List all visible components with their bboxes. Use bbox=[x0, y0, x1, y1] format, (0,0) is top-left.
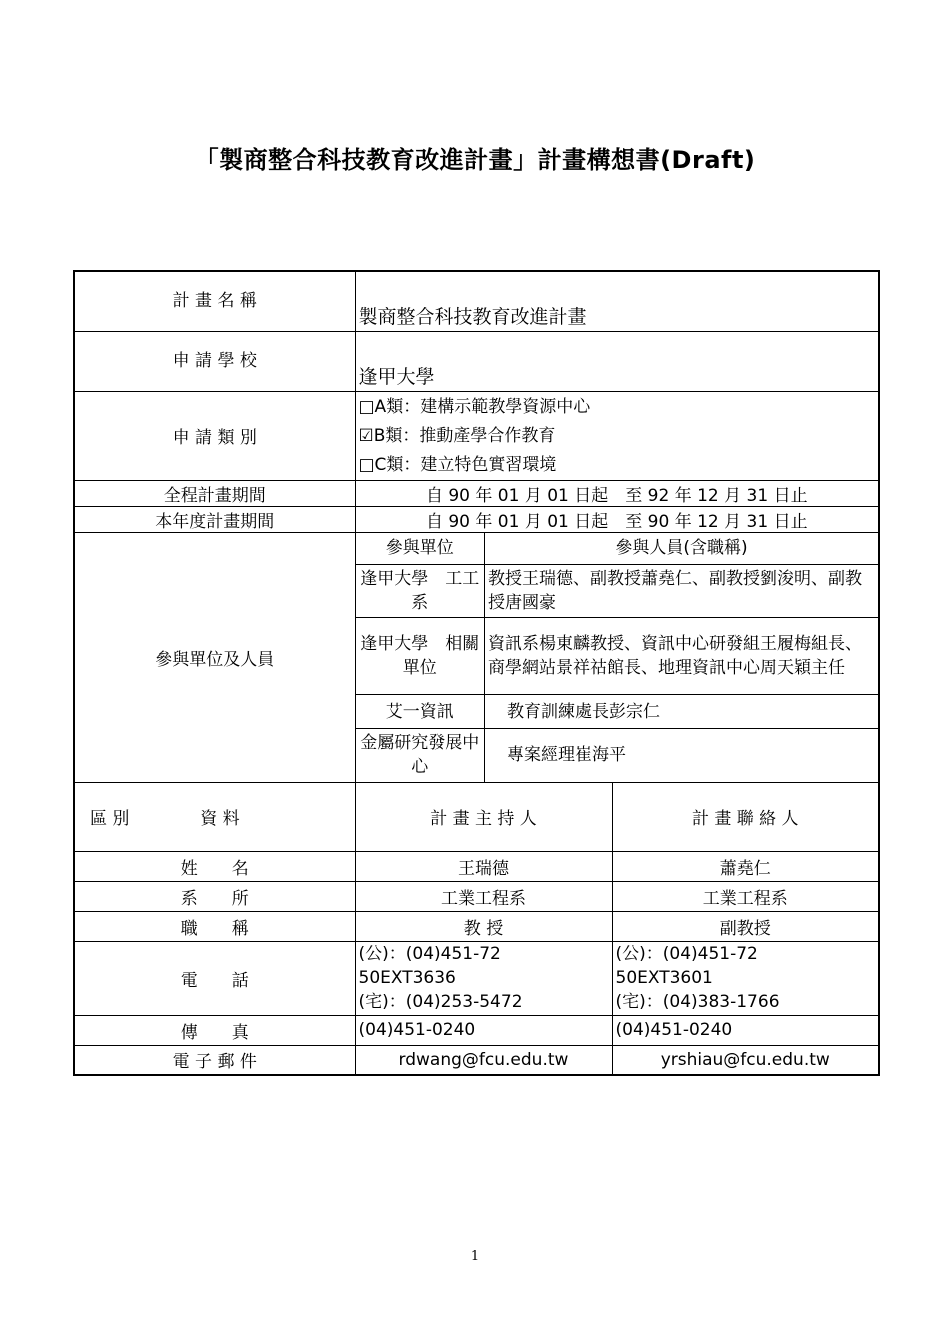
category-option-b[interactable]: ☑B類：推動產學合作教育 bbox=[358, 425, 556, 446]
host-email: rdwang@fcu.edu.tw bbox=[355, 1045, 612, 1075]
category-option-a[interactable]: □A類：建構示範教學資源中心 bbox=[358, 396, 591, 417]
contact-label: 系 所 bbox=[74, 881, 355, 911]
contacts-header-data: 資 料 bbox=[200, 809, 240, 829]
host-value: 工業工程系 bbox=[355, 881, 612, 911]
email-label: 電 子 郵 件 bbox=[74, 1045, 355, 1075]
participants-cell bbox=[355, 532, 879, 782]
row-participants bbox=[74, 532, 879, 782]
year-period-label: 本年度計畫期間 bbox=[74, 506, 355, 532]
participant-unit: 艾一資訊 bbox=[356, 695, 485, 729]
plan-name-value: 製商整合科技教育改進計畫 bbox=[355, 271, 879, 331]
host-fax: (04)451-0240 bbox=[355, 1015, 612, 1045]
contact-value: 工業工程系 bbox=[612, 881, 879, 911]
contact-row-department bbox=[74, 881, 879, 911]
participants-header-unit: 參與單位 bbox=[356, 533, 485, 565]
category-option-c[interactable]: □C類：建立特色實習環境 bbox=[358, 454, 557, 475]
contact-fax: (04)451-0240 bbox=[612, 1015, 879, 1045]
participant-row bbox=[356, 565, 879, 618]
school-label: 申 請 學 校 bbox=[74, 331, 355, 391]
proposal-table bbox=[73, 270, 880, 1076]
participant-people: 教授王瑞德、副教授蕭堯仁、副教授劉浚明、副教授唐國豪 bbox=[485, 565, 879, 618]
contact-email: yrshiau@fcu.edu.tw bbox=[612, 1045, 879, 1075]
document-title: 「製商整合科技教育改進計畫」計畫構想書(Draft) bbox=[194, 146, 756, 174]
row-full-period bbox=[74, 480, 879, 506]
participant-unit: 金屬研究發展中心 bbox=[356, 729, 485, 782]
fax-label: 傳 真 bbox=[74, 1015, 355, 1045]
participant-unit: 逢甲大學 工工系 bbox=[356, 565, 485, 618]
participant-people: 專案經理崔海平 bbox=[485, 729, 879, 782]
contact-row-title bbox=[74, 911, 879, 941]
contact-phone-home: (宅)：(04)383-1766 bbox=[615, 992, 780, 1012]
participant-people: 教育訓練處長彭宗仁 bbox=[485, 695, 879, 729]
school-value: 逢甲大學 bbox=[355, 331, 879, 391]
host-value: 教 授 bbox=[355, 911, 612, 941]
participant-row bbox=[356, 618, 879, 695]
row-year-period bbox=[74, 506, 879, 532]
participant-people: 資訊系楊東麟教授、資訊中心研發組王履梅組長、商學網站景祥祜館長、地理資訊中心周天穎主任 bbox=[485, 618, 879, 695]
participants-header-people: 參與人員(含職稱) bbox=[485, 533, 879, 565]
participant-row bbox=[356, 729, 879, 782]
participants-label: 參與單位及人員 bbox=[74, 532, 355, 782]
host-phone-office: (公)：(04)451-7250EXT3636 bbox=[358, 944, 501, 988]
contact-row-fax bbox=[74, 1015, 879, 1045]
contacts-header-host: 計 畫 主 持 人 bbox=[355, 782, 612, 851]
contact-row-email bbox=[74, 1045, 879, 1075]
category-options bbox=[355, 391, 879, 480]
contact-value: 蕭堯仁 bbox=[612, 851, 879, 881]
contact-label: 姓 名 bbox=[74, 851, 355, 881]
contact-phone-office: (公)：(04)451-7250EXT3601 bbox=[615, 944, 758, 988]
contacts-header-left bbox=[74, 782, 355, 851]
contact-row-phone bbox=[74, 941, 879, 1015]
row-plan-name bbox=[74, 271, 879, 331]
page-number: 1 bbox=[470, 1249, 480, 1264]
full-period-value: 自 90 年 01 月 01 日起 至 92 年 12 月 31 日止 bbox=[355, 480, 879, 506]
participant-row bbox=[356, 695, 879, 729]
full-period-label: 全程計畫期間 bbox=[74, 480, 355, 506]
contacts-header-contact: 計 畫 聯 絡 人 bbox=[612, 782, 879, 851]
host-phone-home: (宅)：(04)253-5472 bbox=[358, 992, 523, 1012]
contact-phone bbox=[612, 941, 879, 1015]
category-label: 申 請 類 別 bbox=[74, 391, 355, 480]
year-period-value: 自 90 年 01 月 01 日起 至 90 年 12 月 31 日止 bbox=[355, 506, 879, 532]
row-contacts-header bbox=[74, 782, 879, 851]
phone-label: 電 話 bbox=[74, 941, 355, 1015]
row-school bbox=[74, 331, 879, 391]
host-phone bbox=[355, 941, 612, 1015]
row-category bbox=[74, 391, 879, 480]
contact-label: 職 稱 bbox=[74, 911, 355, 941]
contact-row-name bbox=[74, 851, 879, 881]
contacts-header-category: 區 別 bbox=[90, 809, 130, 829]
participant-unit: 逢甲大學 相關單位 bbox=[356, 618, 485, 695]
participants-table bbox=[356, 533, 879, 782]
plan-name-label: 計 畫 名 稱 bbox=[74, 271, 355, 331]
host-value: 王瑞德 bbox=[355, 851, 612, 881]
contact-value: 副教授 bbox=[612, 911, 879, 941]
